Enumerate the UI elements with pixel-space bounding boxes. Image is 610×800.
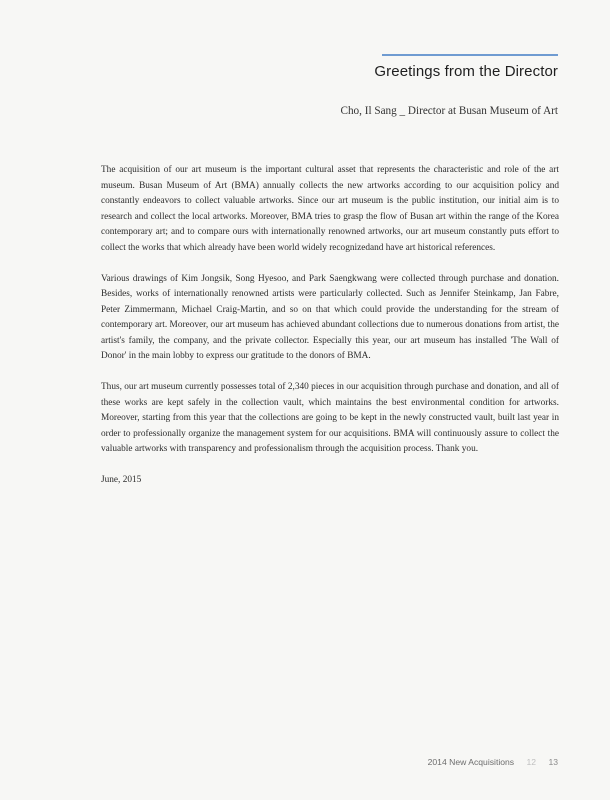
paragraph-1: The acquisition of our art museum is the important cultural asset that represents the characteristic and role of the art museum. Busan Museum of Art (BMA) annually collects the new artworks according to our acquisition policy and constantly endeavors to collect valuable artworks. Since our art museum is the public institution, our initial aim is to research and collect the local artworks. Moreover, BMA tries to grasp the flow of Busan art within the range of the Korea contemporary art; and to compare ours with internationally renowned artworks, our art museum constantly puts effort to collect the works that which already have been world widely recognizedand have art historical references. bbox=[101, 165, 559, 253]
page-title: Greetings from the Director bbox=[374, 63, 558, 80]
page-footer bbox=[428, 757, 558, 767]
page-number-right: 13 bbox=[548, 757, 558, 767]
paragraph-3: Thus, our art museum currently possesses total of 2,340 pieces in our acquisition through purchase and donation, and all of these works are kept safely in the collection vault, which maintains the best environmental condition for artworks. Moreover, starting from this year that the collections are going to be kept in the newly constructed vault, built last year in order to professionally organize the management system for our acquisitions. BMA will continuously assure to collect the valuable artworks with transparency and professionalism through the acquisition process. Thank you. bbox=[101, 382, 559, 454]
author-byline: Cho, Il Sang _ Director at Busan Museum of Art bbox=[340, 105, 558, 117]
letter-date: June, 2015 bbox=[101, 475, 142, 485]
letter-body bbox=[101, 163, 559, 504]
page-number-left: 12 bbox=[526, 757, 537, 767]
paragraph-2: Various drawings of Kim Jongsik, Song Hyesoo, and Park Saengkwang were collected through purchase and donation. Besides, works of internationally renowned artists were particularly collected. Such as Jennifer Steinkamp, Jan Fabre, Peter Zimmermann, Michael Craig-Martin, and so on that which could provide the understanding for the stream of contemporary art. Moreover, our art museum has achieved abundant collections due to numerous donations from artist, the artist's family, the company, and the private collector. Especially this year, our art museum has installed 'The Wall of Donor' in the main lobby to express our gratitude to the donors of BMA. bbox=[101, 273, 559, 361]
header-rule bbox=[382, 54, 558, 56]
publication-title: 2014 New Acquisitions bbox=[427, 757, 515, 767]
